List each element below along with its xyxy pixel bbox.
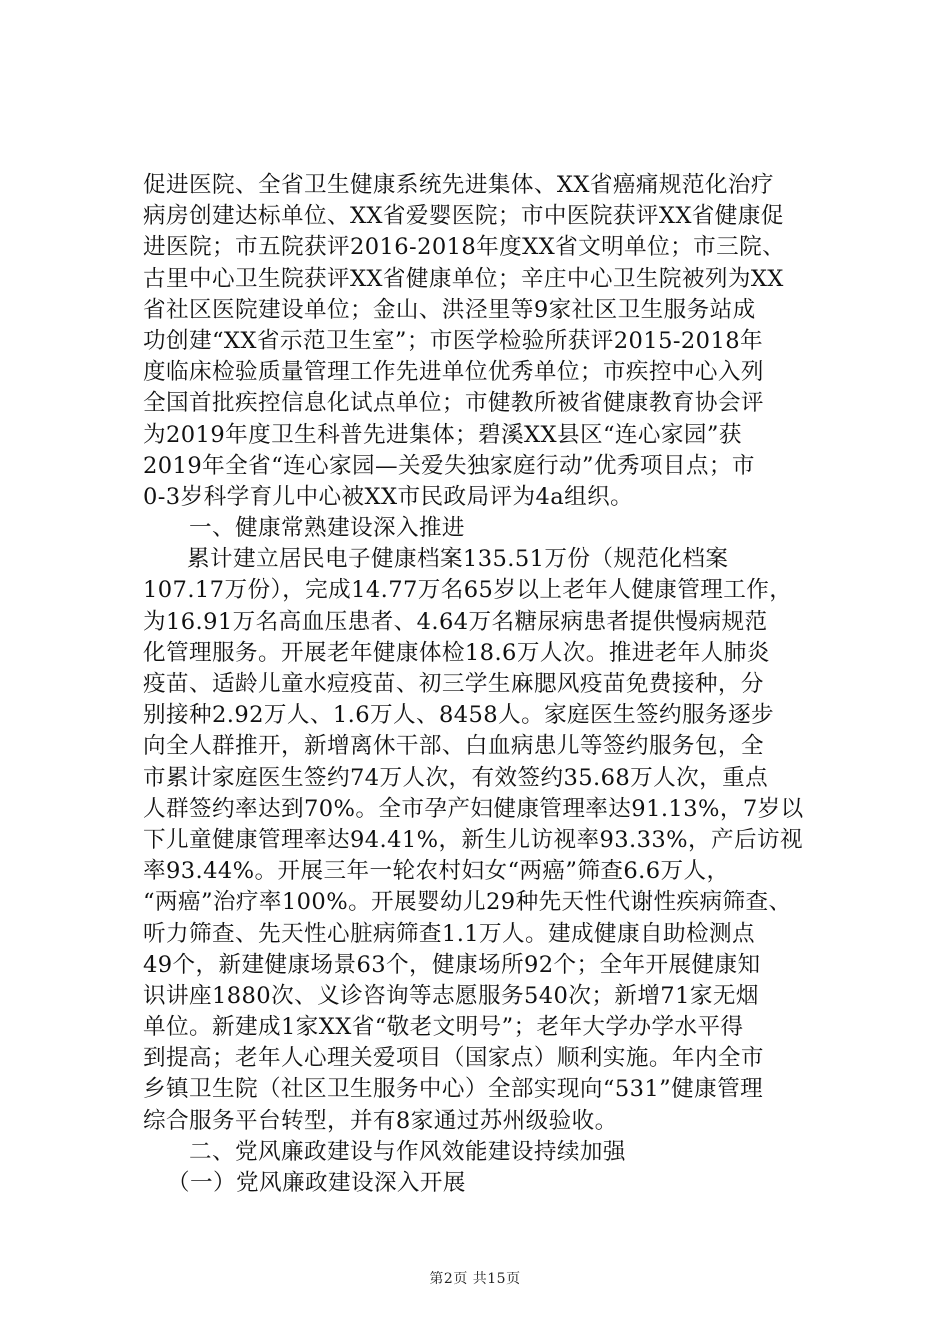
text-line: 识讲座1880次、义诊咨询等志愿服务540次；新增71家无烟	[143, 982, 759, 1009]
text-line: 率93.44%。开展三年一轮农村妇女“两癌”筛查6.6万人，	[143, 858, 730, 885]
text-line: 省社区医院建设单位；金山、洪泾里等9家社区卫生服务站成	[143, 296, 756, 323]
text-line: 进医院；市五院获评2016-2018年度XX省文明单位；市三院、	[143, 234, 786, 261]
text-line: 107.17万份），完成14.77万名65岁以上老年人健康管理工作，	[143, 577, 793, 604]
subsection-heading-party-integrity: （一）党风廉政建设深入开展	[167, 1170, 466, 1196]
text-line: 0-3岁科学育儿中心被XX市民政局评为4a组织。	[143, 483, 634, 510]
text-line: 度临床检验质量管理工作先进单位优秀单位；市疾控中心入列	[143, 359, 764, 386]
text-line: 为2019年度卫生科普先进集体；碧溪XX县区“连心家园”获	[143, 421, 742, 448]
text-line: 累计建立居民电子健康档案135.51万份（规范化档案	[187, 546, 729, 573]
text-line: 为16.91万名高血压患者、4.64万名糖尿病患者提供慢病规范	[143, 608, 768, 635]
document-body	[143, 170, 833, 1199]
text-line: 功创建“XX省示范卫生室”；市医学检验所获评2015-2018年	[143, 327, 763, 354]
section-heading-party-conduct: 二、党风廉政建设与作风效能建设持续加强	[189, 1138, 626, 1165]
text-line: 化管理服务。开展老年健康体检18.6万人次。推进老年人肺炎	[143, 639, 770, 666]
text-line: 综合服务平台转型，并有8家通过苏州级验收。	[143, 1107, 618, 1134]
page-number-footer: 第2页 共15页	[429, 1271, 521, 1287]
text-line: 2019年全省“连心家园—关爱失独家庭行动”优秀项目点；市	[143, 452, 755, 479]
text-line: 到提高；老年人心理关爱项目（国家点）顺利实施。年内全市	[143, 1045, 764, 1072]
text-line: 49个，新建健康场景63个，健康场所92个；全年开展健康知	[143, 951, 761, 978]
text-line: 别接种2.92万人、1.6万人、8458人。家庭医生签约服务逐步	[143, 702, 775, 729]
text-line: 全国首批疾控信息化试点单位；市健教所被省健康教育协会评	[143, 390, 764, 417]
text-line: 疫苗、适龄儿童水痘疫苗、初三学生麻腮风疫苗免费接种，分	[143, 671, 764, 697]
text-line: 乡镇卫生院（社区卫生服务中心）全部实现向“531”健康管理	[143, 1076, 764, 1103]
text-line: 古里中心卫生院获评XX省健康单位；辛庄中心卫生院被列为XX	[143, 265, 784, 292]
text-line: 病房创建达标单位、XX省爱婴医院；市中医院获评XX省健康促	[143, 203, 784, 230]
text-line: “两癌”治疗率100%。开展婴幼儿29种先天性代谢性疾病筛查、	[143, 889, 792, 916]
section-heading-health: 一、健康常熟建设深入推进	[189, 515, 465, 542]
paragraph-health-details	[143, 544, 833, 1137]
text-line: 促进医院、全省卫生健康系统先进集体、XX省癌痛规范化治疗	[143, 172, 774, 198]
text-line: 市累计家庭医生签约74万人次，有效签约35.68万人次，重点	[143, 764, 769, 791]
text-line: 听力筛查、先天性心脏病筛查1.1万人。建成健康自助检测点	[143, 920, 755, 947]
text-line: 人群签约率达到70%。全市孕产妇健康管理率达91.13%，7岁以	[143, 795, 804, 822]
text-line: 向全人群推开，新增离休干部、白血病患儿等签约服务包，全	[143, 733, 764, 760]
text-line: 单位。新建成1家XX省“敬老文明号”；老年大学办学水平得	[143, 1014, 744, 1041]
paragraph-awards	[143, 170, 833, 513]
text-line: 下儿童健康管理率达94.41%，新生儿访视率93.33%，产后访视	[143, 826, 803, 853]
